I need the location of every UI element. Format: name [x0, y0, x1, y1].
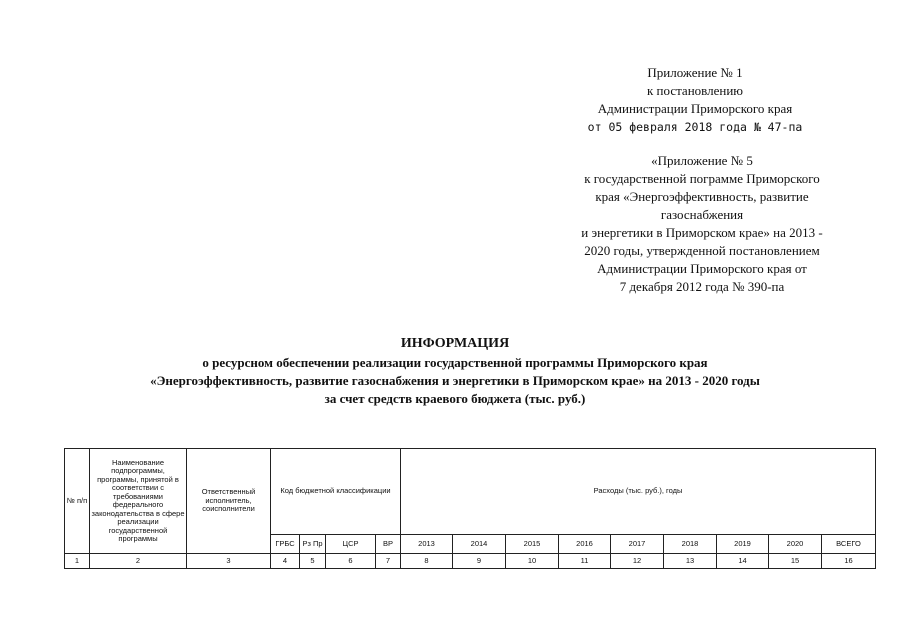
header-year: 2020: [769, 535, 822, 554]
column-number-row: [65, 554, 876, 569]
header-col-expenses: Расходы (тыс. руб.), годы: [401, 449, 876, 535]
header-code-vr: ВР: [376, 535, 401, 554]
column-number: 15: [769, 554, 822, 569]
column-number: 13: [664, 554, 717, 569]
resource-table: [64, 448, 876, 569]
appendix-5-line: 2020 годы, утвержденной постановлением: [584, 243, 820, 258]
header-year: 2016: [559, 535, 611, 554]
appendix-5-line: Администрации Приморского края от: [597, 261, 807, 276]
appendix-1-block: [585, 64, 805, 136]
header-year: 2019: [717, 535, 769, 554]
appendix-1-line: к постановлению: [646, 83, 744, 98]
header-code-csr: ЦСР: [326, 535, 376, 554]
appendix-5-line: газоснабжения: [660, 207, 744, 222]
document-subtitle-line: за счет средств краевого бюджета (тыс. руб.): [324, 391, 586, 406]
appendix-5-line: к государственной пограмме Приморского: [584, 171, 820, 186]
header-year: 2018: [664, 535, 717, 554]
column-number: 9: [453, 554, 506, 569]
column-number: 4: [271, 554, 300, 569]
appendix-5-line: «Приложение № 5: [651, 153, 753, 168]
appendix-5-line: 7 декабря 2012 года № 390-па: [619, 279, 785, 294]
appendix-1-line: Администрации Приморского края: [597, 101, 793, 116]
column-number: 1: [65, 554, 90, 569]
appendix-1-line: Приложение № 1: [647, 65, 743, 80]
document-subtitle-line: о ресурсном обеспечении реализации государственной программы Приморского края: [202, 355, 708, 370]
header-year: 2015: [506, 535, 559, 554]
column-number: 3: [187, 554, 271, 569]
appendix-5-line: края «Энергоэффективность, развитие: [595, 189, 809, 204]
header-total: ВСЕГО: [822, 535, 876, 554]
column-number: 8: [401, 554, 453, 569]
column-number: 6: [326, 554, 376, 569]
document-subtitle-line: «Энергоэффективность, развитие газоснабжения и энергетики в Приморском крае» на 2013 - 2020 годы: [150, 373, 760, 388]
header-col-executor: Ответственный исполнитель, соисполнители: [187, 449, 271, 554]
column-number: 14: [717, 554, 769, 569]
column-number: 12: [611, 554, 664, 569]
column-number: 10: [506, 554, 559, 569]
header-year: 2013: [401, 535, 453, 554]
document-heading: [60, 334, 850, 408]
header-year: 2017: [611, 535, 664, 554]
appendix-5-line: и энергетики в Приморском крае» на 2013 -: [581, 225, 823, 240]
header-code-grbs: ГРБС: [271, 535, 300, 554]
document-title: ИНФОРМАЦИЯ: [400, 336, 510, 351]
column-number: 7: [376, 554, 401, 569]
appendix-1-date-line: от 05 февраля 2018 года № 47-па: [587, 120, 803, 134]
header-year: 2014: [453, 535, 506, 554]
column-number: 16: [822, 554, 876, 569]
appendix-5-block: [547, 152, 857, 296]
header-col-budget-code: Код бюджетной классификации: [271, 449, 401, 535]
column-number: 11: [559, 554, 611, 569]
header-col-name: Наименование подпрограммы, программы, принятой в соответствии с требованиями федерального законодательства в сфере реализации государственной программы: [90, 449, 187, 554]
header-col-number: № п/п: [65, 449, 90, 554]
column-number: 5: [300, 554, 326, 569]
header-code-rzpr: Рз Пр: [300, 535, 326, 554]
column-number: 2: [90, 554, 187, 569]
